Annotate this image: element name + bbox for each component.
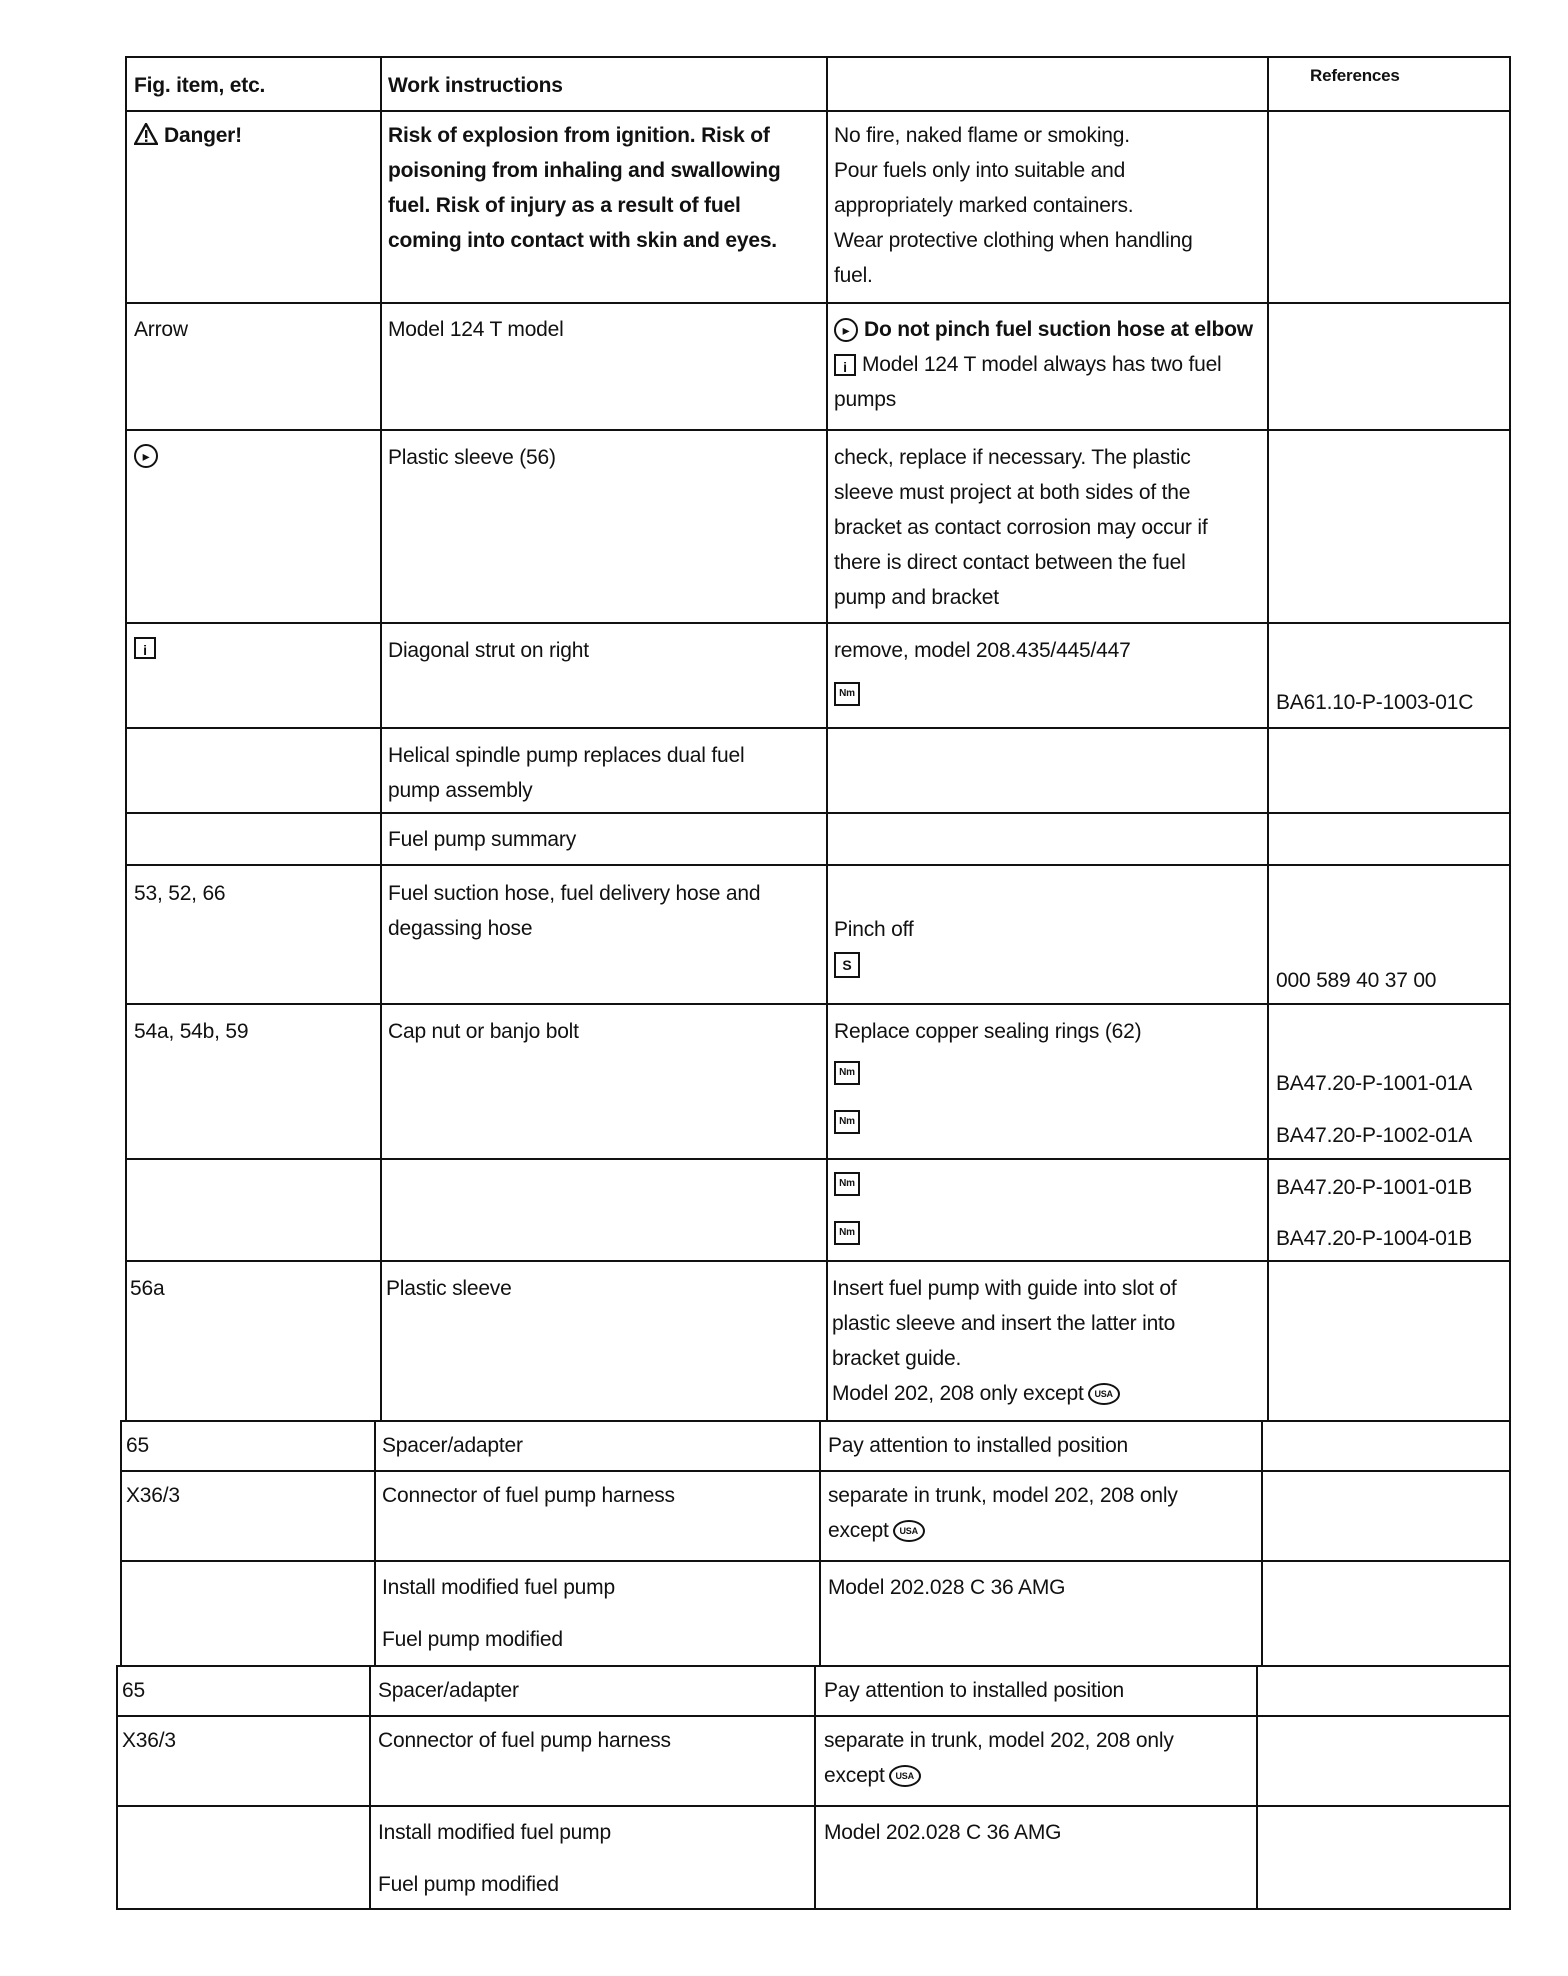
pinch-caution-icon: ▸ — [834, 318, 858, 342]
rule-row8 — [125, 1158, 1511, 1160]
rule-row6 — [125, 864, 1511, 866]
torque-icon: Nm — [834, 1172, 860, 1196]
row1-work-line3: fuel. Risk of injury as a result of fuel — [388, 194, 741, 217]
warning-triangle-icon — [134, 123, 158, 145]
row15-work: Connector of fuel pump harness — [378, 1729, 671, 1752]
row1-work-line4: coming into contact with skin and eyes. — [388, 229, 777, 252]
row15-note-text2: except — [824, 1764, 885, 1787]
row7-note-line2 — [834, 947, 914, 982]
row3-note-line5: pump and bracket — [834, 586, 999, 609]
row9-ref2: BA47.20-P-1004-01B — [1276, 1227, 1473, 1250]
row1-note-line5: fuel. — [834, 264, 873, 287]
rule-row1 — [125, 302, 1511, 304]
row1-note-line4: Wear protective clothing when handling — [834, 229, 1193, 252]
row1-item — [134, 118, 242, 153]
rule-col4-c — [1256, 1665, 1258, 1910]
rule-row7 — [125, 1003, 1511, 1005]
row7-item: 53, 52, 66 — [134, 882, 226, 905]
row10-item: 56a — [130, 1277, 165, 1300]
row15-note-line1: separate in trunk, model 202, 208 only — [824, 1729, 1174, 1752]
row12-note-text2: except — [828, 1519, 889, 1542]
row9-ref1: BA47.20-P-1001-01B — [1276, 1176, 1473, 1199]
usa-icon: USA — [1088, 1383, 1120, 1405]
row2-note-line2 — [834, 347, 1253, 382]
row2-note-line3: pumps — [834, 388, 897, 411]
row10-note-line3: bracket guide. — [832, 1347, 962, 1370]
row2-work: Model 124 T model — [388, 318, 564, 341]
rule-row12 — [120, 1560, 1511, 1562]
rule-header — [125, 110, 1511, 112]
rule-col2-a — [380, 56, 382, 1422]
rule-row10 — [120, 1420, 1511, 1422]
info-icon: i — [134, 637, 156, 659]
torque-icon: Nm — [834, 1061, 860, 1085]
row1-note-line1: No fire, naked flame or smoking. — [834, 124, 1130, 147]
row14-notes: Pay attention to installed position — [824, 1679, 1125, 1702]
rule-col4-a — [1267, 56, 1269, 1422]
row4-notes — [834, 633, 1131, 711]
row8-note-line1: Replace copper sealing rings (62) — [834, 1020, 1142, 1043]
row16-work-line2: Fuel pump modified — [378, 1873, 559, 1896]
row10-note-line1: Insert fuel pump with guide into slot of — [832, 1277, 1177, 1300]
row15-note-line2 — [824, 1758, 1174, 1793]
row14-item: 65 — [122, 1679, 145, 1702]
usa-icon: USA — [889, 1765, 921, 1787]
torque-icon: Nm — [834, 1221, 860, 1245]
row15-notes — [824, 1723, 1174, 1793]
row12-note-line2 — [828, 1513, 1178, 1548]
header-fig-item: Fig. item, etc. — [134, 74, 266, 97]
rule-col3-c — [814, 1665, 816, 1910]
row5-work — [388, 738, 744, 808]
rule-left-c — [116, 1665, 118, 1910]
rule-col2-c — [369, 1665, 371, 1910]
row3-item — [134, 438, 164, 473]
rule-left-b — [120, 1420, 122, 1667]
header-references: References — [1310, 66, 1400, 85]
rule-row9 — [125, 1260, 1511, 1262]
rule-col2-b — [374, 1420, 376, 1667]
row3-note-line3: bracket as contact corrosion may occur if — [834, 516, 1208, 539]
row16-work-line1: Install modified fuel pump — [378, 1821, 611, 1844]
row7-notes — [834, 912, 914, 982]
row8-note-line3 — [834, 1104, 1141, 1139]
row5-work-line2: pump assembly — [388, 779, 533, 802]
rule-col3-a — [826, 56, 828, 1422]
row10-note-text4: Model 202, 208 only except — [832, 1382, 1084, 1405]
row7-ref: 000 589 40 37 00 — [1276, 969, 1437, 992]
row8-notes — [834, 1014, 1141, 1139]
row7-work — [388, 876, 760, 946]
row6-work: Fuel pump summary — [388, 828, 576, 851]
row12-item: X36/3 — [126, 1484, 180, 1507]
row11-work: Spacer/adapter — [382, 1434, 523, 1457]
row13-notes: Model 202.028 C 36 AMG — [828, 1576, 1066, 1599]
header-work-instructions: Work instructions — [388, 74, 563, 97]
row8-ref1: BA47.20-P-1001-01A — [1276, 1072, 1473, 1095]
row8-note-line2 — [834, 1055, 1141, 1090]
row4-work: Diagonal strut on right — [388, 639, 589, 662]
rule-row11 — [120, 1470, 1511, 1472]
row3-note-line2: sleeve must project at both sides of the — [834, 481, 1191, 504]
row1-note-line2: Pour fuels only into suitable and — [834, 159, 1126, 182]
row3-note-line4: there is direct contact between the fuel — [834, 551, 1186, 574]
row1-note-line3: appropriately marked containers. — [834, 194, 1134, 217]
row14-work: Spacer/adapter — [378, 1679, 519, 1702]
row12-notes — [828, 1478, 1178, 1548]
row9-note-line2 — [834, 1215, 860, 1250]
row13-work-line1: Install modified fuel pump — [382, 1576, 615, 1599]
row4-item — [134, 630, 162, 665]
row2-note-text1: Do not pinch fuel suction hose at elbow — [864, 318, 1253, 341]
row4-note-line2 — [834, 676, 1131, 711]
row7-work-line1: Fuel suction hose, fuel delivery hose and — [388, 882, 761, 905]
row11-item: 65 — [126, 1434, 149, 1457]
row16-work — [378, 1815, 611, 1902]
row10-notes — [832, 1271, 1177, 1411]
usa-icon: USA — [893, 1520, 925, 1542]
row7-note-line1: Pinch off — [834, 918, 914, 941]
row4-note-line1: remove, model 208.435/445/447 — [834, 639, 1131, 662]
row12-note-line1: separate in trunk, model 202, 208 only — [828, 1484, 1178, 1507]
row2-note-text2: Model 124 T model always has two fuel — [862, 353, 1222, 376]
row5-work-line1: Helical spindle pump replaces dual fuel — [388, 744, 745, 767]
rule-row2 — [125, 429, 1511, 431]
row16-notes: Model 202.028 C 36 AMG — [824, 1821, 1062, 1844]
rule-col4-b — [1261, 1420, 1263, 1667]
row8-work: Cap nut or banjo bolt — [388, 1020, 579, 1043]
rule-row4 — [125, 727, 1511, 729]
rule-right — [1509, 56, 1511, 1910]
row9-notes — [834, 1166, 860, 1250]
row15-item: X36/3 — [122, 1729, 176, 1752]
row7-work-line2: degassing hose — [388, 917, 533, 940]
row1-notes — [834, 118, 1193, 293]
danger-label: Danger! — [164, 124, 242, 147]
row3-note-line1: check, replace if necessary. The plastic — [834, 446, 1191, 469]
row10-note-line4 — [832, 1376, 1177, 1411]
row8-ref2: BA47.20-P-1002-01A — [1276, 1124, 1473, 1147]
row8-item: 54a, 54b, 59 — [134, 1020, 249, 1043]
torque-icon: Nm — [834, 682, 860, 706]
row2-note-line1 — [834, 312, 1253, 347]
rule-left-a — [125, 56, 127, 1422]
rule-row5 — [125, 812, 1511, 814]
row10-note-line2: plastic sleeve and insert the latter into — [832, 1312, 1176, 1335]
special-tool-icon: S — [834, 952, 860, 978]
row9-note-line1 — [834, 1166, 860, 1201]
row4-ref: BA61.10-P-1003-01C — [1276, 691, 1474, 714]
rule-row3 — [125, 622, 1511, 624]
rule-col3-b — [819, 1420, 821, 1667]
row2-notes — [834, 312, 1253, 417]
row13-work-line2: Fuel pump modified — [382, 1628, 563, 1651]
row2-item: Arrow — [134, 318, 188, 341]
row10-work: Plastic sleeve — [386, 1277, 512, 1300]
row1-work-line2: poisoning from inhaling and swallowing — [388, 159, 781, 182]
row1-work — [388, 118, 781, 258]
pinch-caution-icon: ▸ — [134, 444, 158, 468]
info-icon: i — [834, 354, 856, 376]
rule-top — [125, 56, 1511, 58]
row12-work: Connector of fuel pump harness — [382, 1484, 675, 1507]
row3-work: Plastic sleeve (56) — [388, 446, 556, 469]
torque-icon: Nm — [834, 1110, 860, 1134]
row3-notes — [834, 440, 1207, 615]
row11-notes: Pay attention to installed position — [828, 1434, 1129, 1457]
row13-work — [382, 1570, 615, 1657]
row1-work-line1: Risk of explosion from ignition. Risk of — [388, 124, 770, 147]
